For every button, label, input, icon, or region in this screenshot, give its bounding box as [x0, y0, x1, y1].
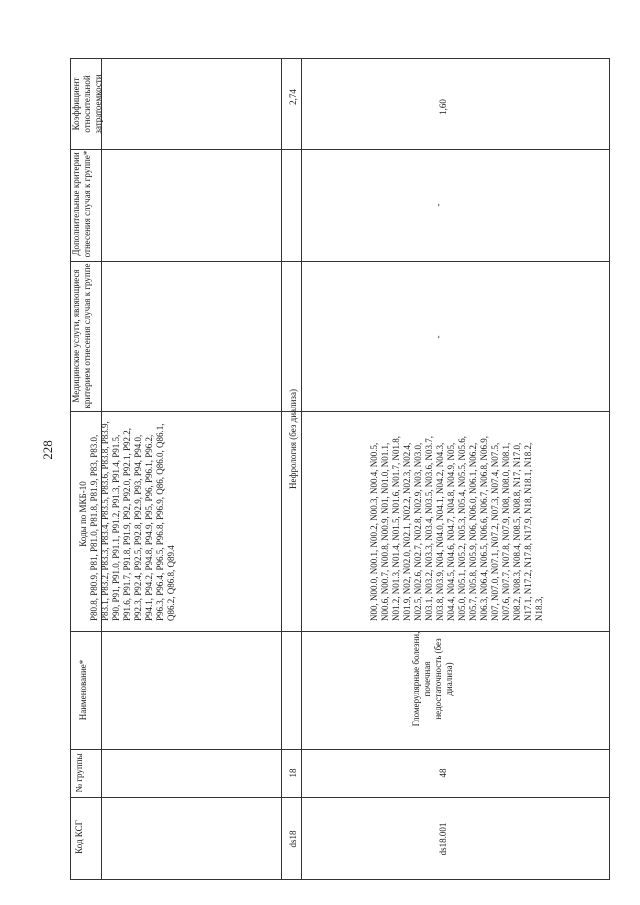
ksg-icd-codes: N00, N00.0, N00.1, N00.2, N00.3, N00.4, N00.5, N00.6, N00.7, N00.8, N00.9, N01, N01.0, N01.1, N01.2, N01.3, N01.4, N01.5, N01.6, N01.7, N01.8, N01.9, N02, N02.0, N02.1, N02.2, N02.3, N02.4, N02.5, N02.6, N02.7, N02.8, N02.9, N03, N03.0, N03.1, N03.2, N03.3, N03.4, N03.5, N03.6, N03.7, N03.8, N03.9, N04, N04.0, N04.1, N04.2, N04.3, N04.4, N04.5, N04.6, N04.7, N04.8, N04.9, N05, N05.0, N05.1, N05.2, N05.3, N05.4, N05.5, N05.6, N05.7, N05.8, N05.9, N06, N06.0, N06.1, N06.2, N06.3, N06.4, N06.5, N06.6, N06.7, N06.8, N06.9, N07, N07.0, N07.1, N07.2, N07.3, N07.4, N07.5, N07.6, N07.7, N07.8, N07.9, N08, N08.0, N08.1, N08.2, N08.3, N08.4, N08.5, N08.8, N17, N17.0, N17.1, N17.2, N17.8, N17.9, N18, N18.1, N18.2, N18.3, — [369, 436, 544, 621]
ksg-services: - — [433, 335, 443, 339]
header-icd: Коды по МКБ-10 — [78, 481, 88, 547]
ksg-name: Гломерулярные болезни, почечная недостаточность (без диализа) — [411, 631, 454, 727]
profile-code: ds18 — [288, 830, 298, 848]
divider-prev-profile — [281, 59, 282, 879]
ksg-table — [70, 58, 610, 880]
prev-row-icd-codes: P80.8, P80.9, P81, P81.0, P81.8, P81.9, P83, P83.0, P83.1, P83.2, P83.3, P83.4, P83.5, P83.6, P83.8, P83.9, P90, P91, P91.0, P91.1, P91.2, P91.3, P91.4, P91.5, P91.6, P91.7, P91.8, P91.9, P92, P92.0, P92.1, P92.2, P92.3, P92.4, P92.5, P92.8, P92.9, P93, P94, P94.0, P94.1, P94.2, P94.8, P94.9, P95, P96, P96.1, P96.2, P96.3, P96.4, P96.5, P96.8, P96.9, Q86, Q86.0, Q86.1, Q86.2, Q86.8, Q89.4 — [89, 421, 176, 621]
header-group: № группы — [74, 753, 84, 793]
divider-services-criteria — [71, 261, 609, 262]
ksg-criteria: - — [433, 203, 443, 207]
profile-group: 18 — [288, 768, 298, 778]
profile-coef: 2,74 — [288, 89, 298, 105]
divider-icd-name — [71, 631, 609, 632]
divider-criteria-icd — [71, 411, 609, 412]
profile-title: Нефрология (без диализа) — [288, 389, 298, 489]
header-services: Медицинские услуги, являющиеся критерием отнесения случая к группе — [71, 263, 92, 409]
header-code: Код КСГ — [74, 820, 84, 854]
header-criteria: Дополнительные критерии отнесения случая к группе* — [71, 150, 92, 258]
header-name: Наименование* — [78, 659, 88, 721]
page-number: 228 — [40, 440, 55, 460]
ksg-code: ds18.001 — [438, 822, 448, 856]
ksg-group: 48 — [438, 768, 448, 778]
divider-header-services — [71, 149, 609, 150]
divider-group-code — [71, 797, 609, 798]
ksg-coef: 1,60 — [438, 99, 448, 115]
divider-name-group — [71, 749, 609, 750]
header-coef: Коэффициент относительной затратоемкости — [71, 74, 103, 134]
